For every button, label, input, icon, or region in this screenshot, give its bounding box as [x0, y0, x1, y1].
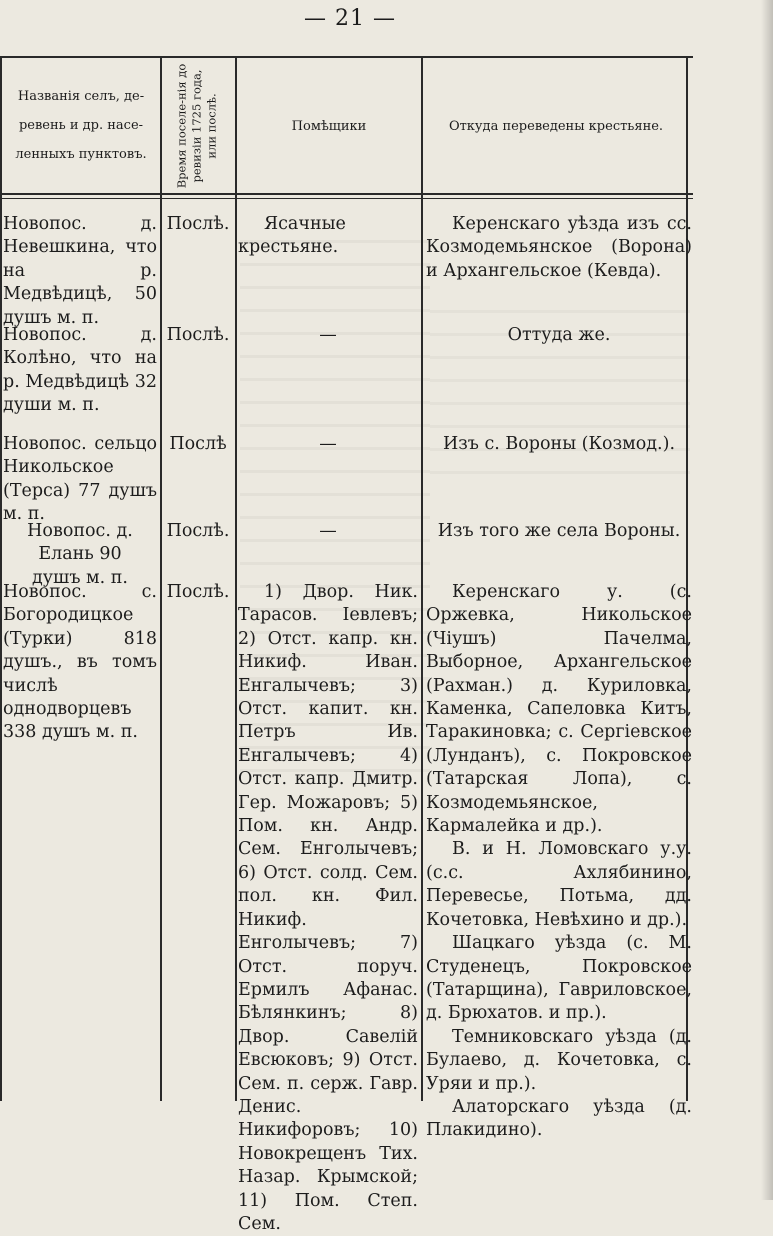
- header-time-label: Время поселе-нія до ревизіи 1725 года, или послѣ.: [174, 63, 219, 188]
- col-divider-3: [235, 56, 237, 1101]
- header-origin: Откуда переведены крестьяне.: [448, 119, 664, 134]
- row-landowners: —: [319, 325, 337, 345]
- header-settlement: [4, 82, 158, 169]
- row-origin: Изъ того же села Вороны.: [437, 521, 681, 541]
- row-origin-group: [426, 581, 692, 1143]
- row-landowners: —: [319, 434, 337, 454]
- origin-paragraph: В. и Н. Ломовскаго у.у. (с.с. Ахлябинино, Перевесье, Потьма, дд. Кочетовка, Невѣхино и др.).: [426, 839, 692, 930]
- row-settlement: Новопос. с. Богородицкое (Турки) 818 душъ., въ томъ числѣ однодворцевъ 338 душъ м. п.: [3, 582, 157, 743]
- row-settlement: Новопос. д. Невешкина, что на р. Медвѣдицѣ, 50 душъ м. п.: [3, 214, 157, 328]
- header-settlement-line: ленныхъ пунктовъ.: [15, 147, 147, 162]
- row-origin: Керенскаго уѣзда изъ сс. Козмодемьянское (Ворона) и Архангельское (Кевда).: [426, 214, 692, 281]
- row-time: Послѣ: [169, 434, 227, 454]
- table-top-rule: [0, 56, 693, 58]
- row-settlement: Новопос. сельцо Никольское (Терса) 77 душъ м. п.: [3, 434, 157, 525]
- page-edge-shadow: [761, 0, 773, 1200]
- origin-paragraph: Алаторскаго уѣзда (д. Плакидино).: [426, 1096, 692, 1141]
- header-time: [162, 58, 232, 193]
- page-number: — 21 —: [304, 6, 396, 31]
- row-landowners: 1) Двор. Ник. Тарасов. Іевлевъ; 2) Отст. капр. кн. Никиф. Иван. Енгалычевъ; 3) Отст. капит. кн. Петръ Ив. Енгалычевъ; 4) Отст. капр. Дмитр. Гер. Можаровъ; 5) Пом. кн. Андр. Сем. Енголычевъ; 6) Отст. солд. Сем. пол. кн. Фил. Никиф. Енголычевъ; 7) Отст. поруч. Ермилъ Афанас. Бѣлянкинъ; 8) Двор. Савелій Евсюковъ; 9) Отст. Сем. п. серж. Гавр. Денис. Никифоровъ; 10) Новокрещенъ Тих. Назар. Крымской; 11) Пом. Степ. Сем.: [238, 582, 418, 1234]
- col-divider-1: [0, 56, 2, 1101]
- col-divider-4: [421, 56, 423, 1101]
- row-settlement: Новопос. д. Колѣно, что на р. Медвѣдицѣ 32 души м. п.: [3, 325, 157, 416]
- row-settlement: Новопос. д. Елань 90 душъ м. п.: [27, 521, 133, 588]
- row-landowners: —: [319, 521, 337, 541]
- row-time: Послѣ.: [166, 582, 230, 602]
- header-settlement-line: ревень и др. насе-: [18, 118, 144, 133]
- header-bottom-rule: [0, 193, 693, 195]
- row-landowners: Ясачные крестьяне.: [238, 214, 346, 258]
- header-bottom-rule-2: [0, 198, 693, 199]
- origin-paragraph: Шацкаго уѣзда (с. М. Студенецъ, Покровское (Татарщина), Гавриловское, д. Брюхатов. и пр.).: [426, 933, 692, 1024]
- row-time: Послѣ.: [166, 325, 230, 345]
- row-time: Послѣ.: [166, 521, 230, 541]
- header-settlement-line: Названія селъ, де-: [17, 89, 145, 104]
- row-origin: Оттуда же.: [507, 325, 611, 345]
- origin-paragraph: Керенскаго у. (с. Оржевка, Никольское (Чіушъ) Пачелма, Выборное, Архангельское (Рахман.) д. Куриловка, Каменка, Сапеловка Китъ, Таракиновка; с. Сергіевское (Лунданъ), с. Покровское (Татарская Лопа), с. Козмодемьянское, Кармалейка и др.).: [426, 582, 692, 837]
- origin-paragraph: Темниковскаго уѣзда (д. Булаево, д. Кочетовка, с. Уряи и пр.).: [426, 1026, 692, 1094]
- row-origin: Изъ с. Вороны (Козмод.).: [442, 434, 676, 454]
- row-time: Послѣ.: [166, 214, 230, 234]
- header-landowners: Помѣщики: [291, 119, 367, 134]
